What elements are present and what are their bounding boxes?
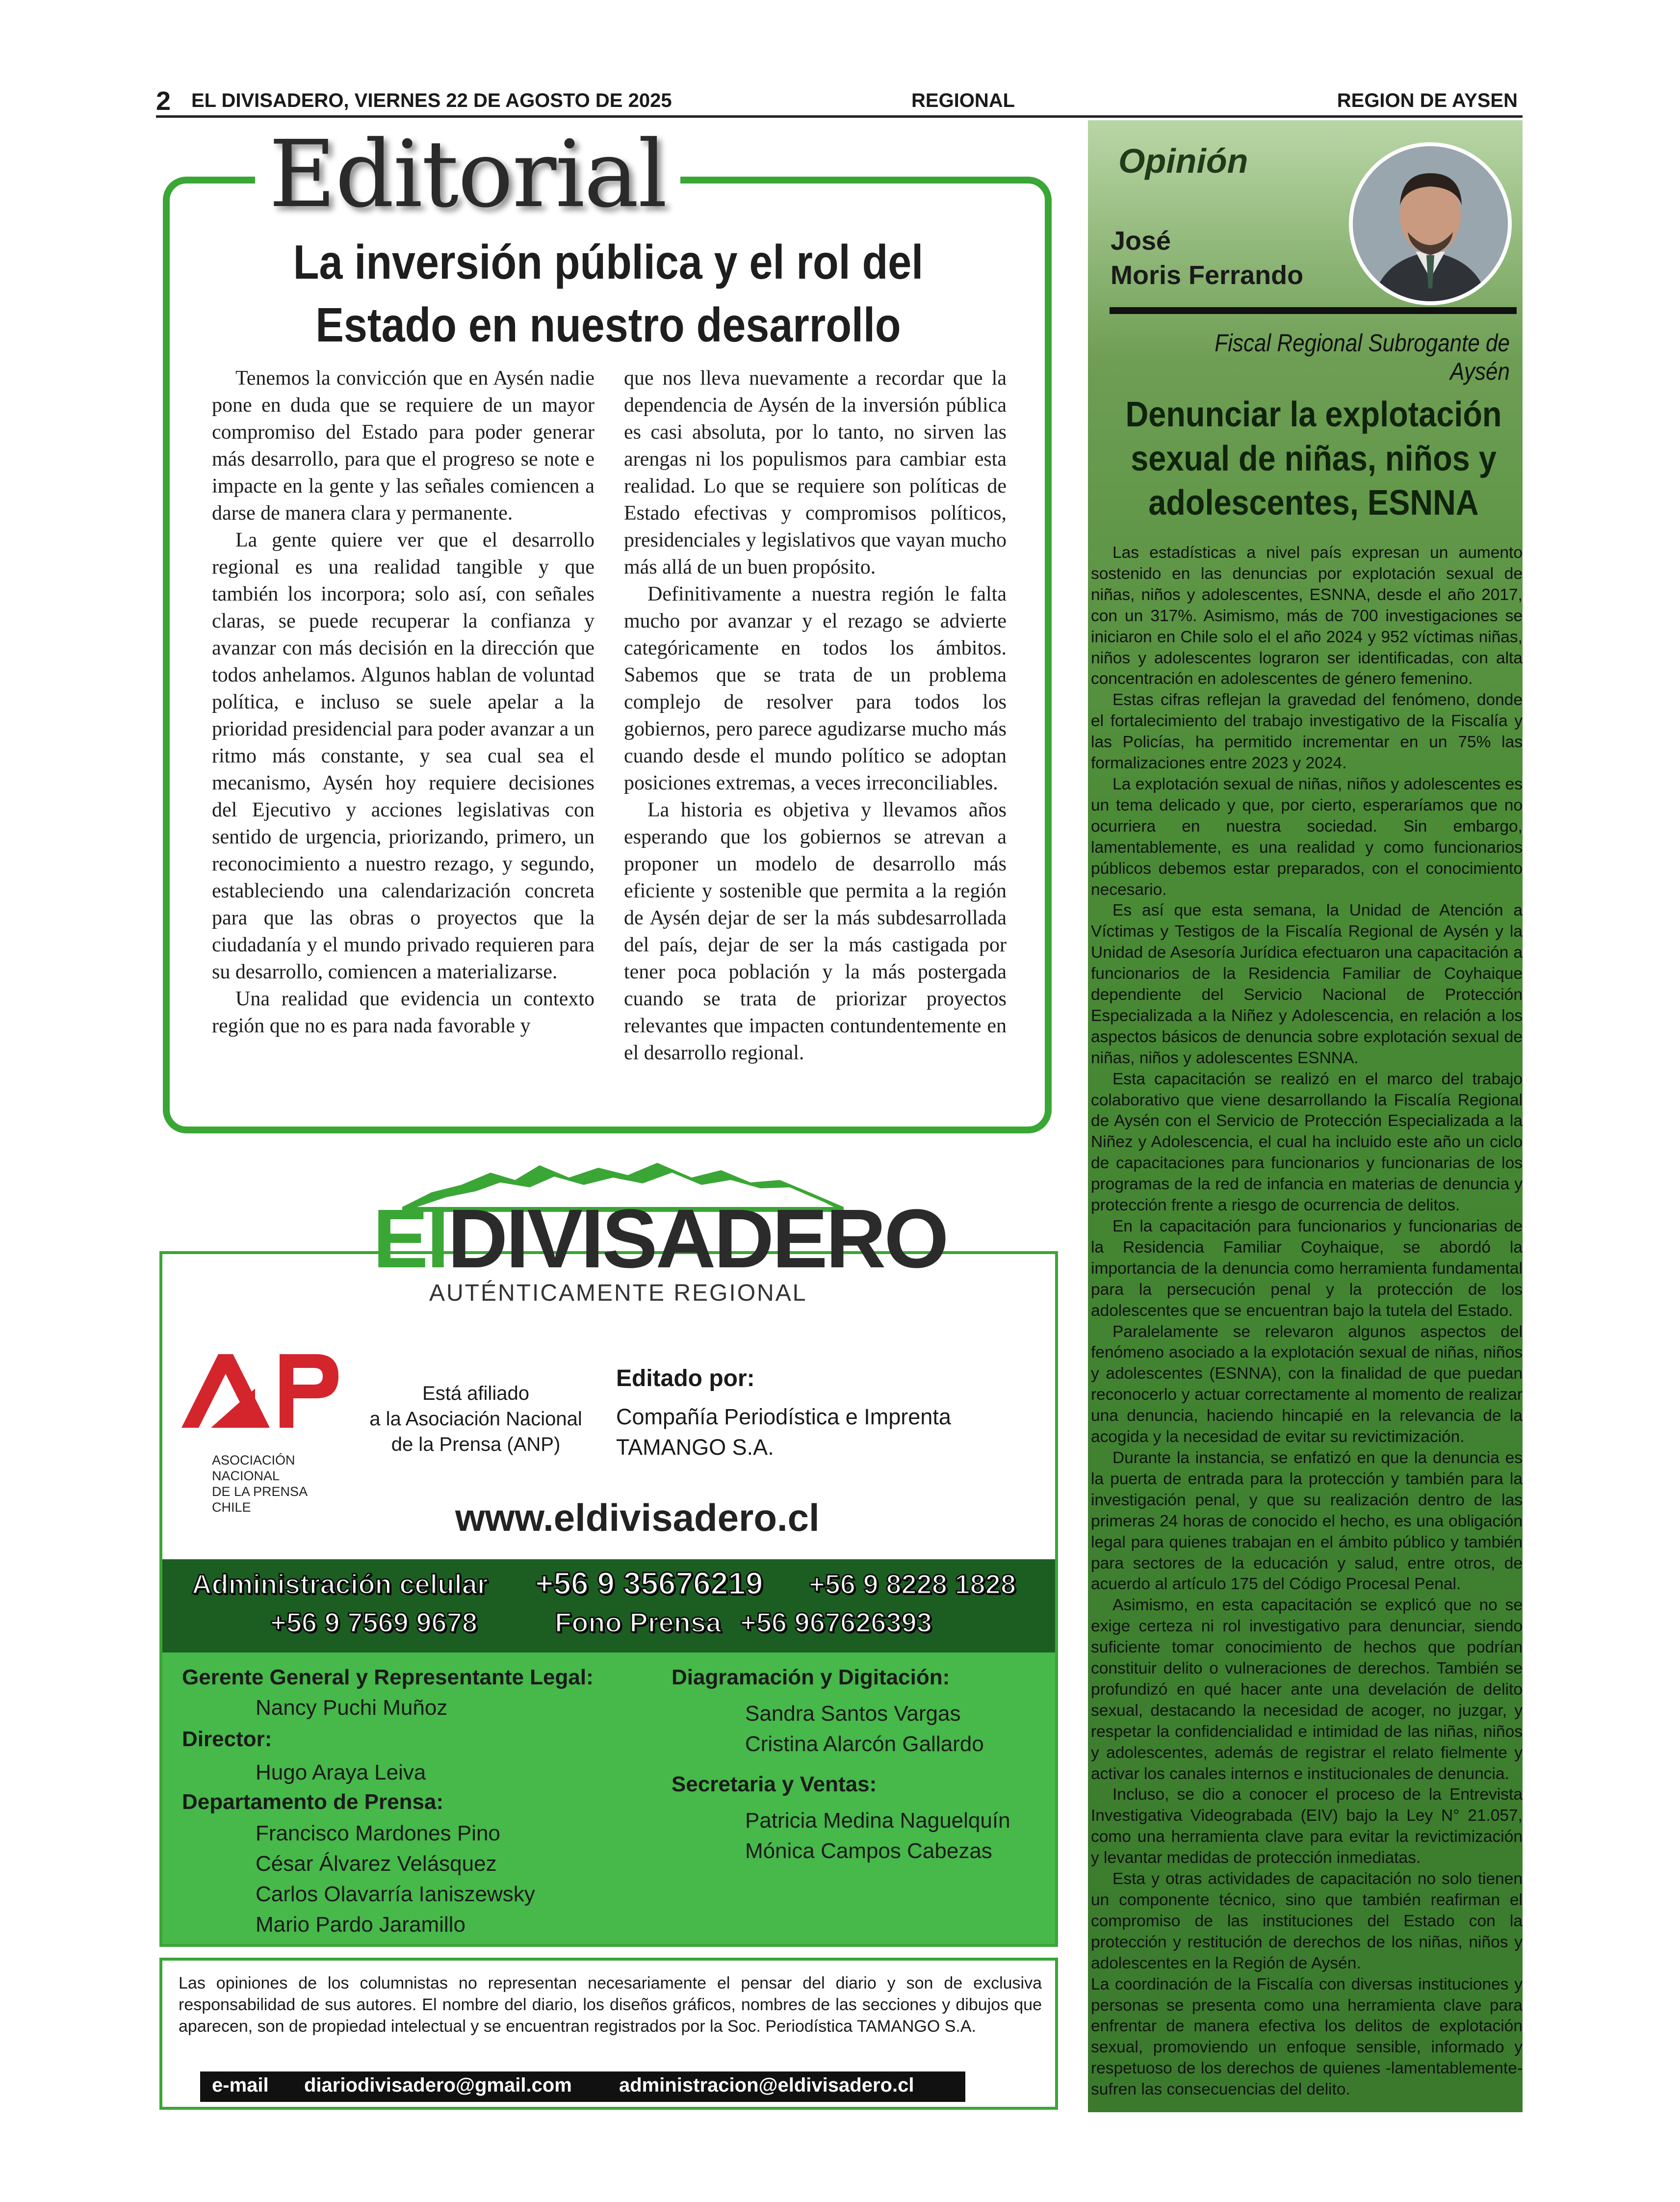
admin-label: Administración celular — [192, 1569, 488, 1599]
anp-line: DE LA PRENSA — [212, 1484, 308, 1499]
editorial-column-1 — [212, 365, 594, 1101]
opinion-label: Opinión — [1118, 142, 1248, 180]
author-portrait-icon — [1353, 146, 1508, 301]
anp-line: CHILE — [212, 1500, 251, 1515]
masthead-logo-main: DIVISADERO — [447, 1192, 947, 1285]
staff-member: Carlos Olavarría Ianiszewsky — [256, 1882, 535, 1906]
edited-by-line: Compañía Periodística e Imprenta — [616, 1404, 951, 1429]
date-line: EL DIVISADERO, VIERNES 22 DE AGOSTO DE 2025 — [191, 90, 672, 111]
editorial-paragraph: que nos lleva nuevamente a recordar que la dependencia de Aysén de la inversión pública es casi absoluta, por lo tanto, no sirven las arengas ni los populismos para cambiar esta realidad. Lo que se requiere son políticas de Estado efectivas y compromisos políticos, presidenciales y legislativos que vayan mucho más allá de un buen propósito. — [624, 367, 1007, 578]
press-phone: +56 967626393 — [740, 1607, 932, 1638]
author-first-name: José — [1111, 226, 1171, 256]
staff-member: Nancy Puchi Muñoz — [256, 1696, 448, 1720]
staff-member: Cristina Alarcón Gallardo — [745, 1732, 984, 1756]
opinion-paragraph: Paralelamente se relevaron algunos aspectos del fenómeno asociado a la explotación sexual de niñas, niños y adolescentes (ESNNA), con la finalidad de que puedan reconocerlo y actuar correctamente al momento de realizar una denuncia, haciendo hincapié en la relevancia de la acogida y la necesidad de evitar su revictimización. — [1091, 1322, 1523, 1446]
staff-heading: Departamento de Prensa: — [182, 1790, 444, 1814]
page-header — [156, 86, 1523, 118]
opinion-title-line: sexual de niñas, niños y — [1131, 439, 1497, 478]
email-link[interactable]: diariodivisadero@gmail.com — [304, 2074, 572, 2096]
opinion-body — [1091, 543, 1523, 2111]
opinion-paragraph: La explotación sexual de niñas, niños y adolescentes es un tema delicado y que, por cierto, esperaríamos que no ocurriera en nuestra sociedad. Sin embargo, lamentablemente, es una realidad y como funcionarios públicos debemos estar preparados, con el conocimiento necesario. — [1091, 775, 1523, 899]
opinion-paragraph: Asimismo, en esta capacitación se explicó que no se exige certeza ni rol investigativo para denunciar, siendo suficiente tomar conocimiento de hechos que podrían constituir delito o vulneraciones de derechos. También se profundizó en qué hacer ante una develación de delito sexual, destacando la necesidad de acoger, no juzgar, y respetar la confidencialidad e intimidad de las niñas, niños y adolescentes, además de registrar el relato fielmente y activar los canales internos e institucionales de denuncia. — [1091, 1596, 1523, 1783]
staff-heading: Diagramación y Digitación: — [672, 1665, 950, 1689]
opinion-paragraph: Estas cifras reflejan la gravedad del fenómeno, donde el fortalecimiento del trabajo investigativo de la Fiscalía y las Policías, ha permitido incrementar en un 75% las formalizaciones entre 2023 y 2024. — [1091, 691, 1523, 773]
opinion-paragraph: En la capacitación para funcionarios y funcionarias de la Residencia Familiar Coyhaique, se abordó la importancia de la denuncia como herramienta fundamental para la persecución penal y la protección de los adolescentes que se encuentran bajo la tutela del Estado. — [1091, 1217, 1523, 1320]
edited-by-label: Editado por: — [616, 1365, 755, 1391]
affiliation-note — [363, 1381, 589, 1457]
opinion-paragraph: Durante la instancia, se enfatizó en que la denuncia es la puerta de entrada para la protección y también para la investigación penal, y que su realización dentro de las primeras 24 horas de conocido el hecho, es una obligación legal para quienes trabajan en el ámbito público y también para sectores de la educación y salud, entre otros, de acuerdo al artículo 175 del Código Procesal Penal. — [1091, 1448, 1523, 1594]
staff-heading: Director: — [182, 1727, 272, 1751]
affiliation-line: Está afiliado — [422, 1383, 529, 1404]
affiliation-line: de la Prensa (ANP) — [391, 1434, 561, 1455]
author-role: Fiscal Regional Subrogante de Aysén — [1215, 329, 1510, 385]
opinion-title-line: adolescentes, ESNNA — [1148, 483, 1479, 523]
staff-heading: Secretaria y Ventas: — [672, 1772, 877, 1796]
affiliation-line: a la Asociación Nacional — [369, 1408, 582, 1430]
admin-phone: +56 9 35676219 — [535, 1566, 763, 1601]
staff-list — [162, 1652, 1055, 1944]
author-last-name: Moris Ferrando — [1111, 261, 1304, 290]
press-label: Fono Prensa — [555, 1607, 722, 1638]
editorial-paragraph: Una realidad que evidencia un contexto región que no es para nada favorable y — [212, 988, 594, 1037]
anp-logo-icon — [177, 1354, 338, 1428]
masthead-logo — [373, 1192, 947, 1285]
author-photo — [1349, 142, 1512, 305]
staff-heading: Gerente General y Representante Legal: — [182, 1665, 594, 1689]
opinion-title-line: Denunciar la explotación — [1125, 395, 1502, 434]
opinion-paragraph: Esta y otras actividades de capacitación no solo tienen un componente técnico, sino que también reafirman el compromiso de las instituciones del Estado con la protección y restitución de derechos de los niñas, niños y adolescentes en la Región de Aysén. — [1091, 1870, 1523, 1972]
editorial-title-line: La inversión pública y el rol del — [293, 235, 924, 289]
staff-member: Mario Pardo Jaramillo — [256, 1913, 465, 1937]
staff-member: César Álvarez Velásquez — [256, 1852, 497, 1876]
editorial-title — [246, 231, 971, 356]
email-link[interactable]: administracion@eldivisadero.cl — [619, 2074, 914, 2096]
anp-line: NACIONAL — [212, 1468, 280, 1483]
editorial-paragraph: La gente quiere ver que el desarrollo regional es una realidad tangible y que también los incorpora; solo así, con señales claras, se puede recuperar la confianza y avanzar con más decisión en la dirección que todos anhelamos. Algunos hablan de voluntad política, e incluso se suele apelar a la prioridad presidencial para poder avanzar a un ritmo más constante, y sea cual sea el mecanismo, Aysén hoy requiere decisiones del Ejecutivo y acciones legislativas con sentido de urgencia, priorizando, primero, un reconocimiento a nuestro rezago, y segundo, estableciendo una calendarización concreta para que las obras o proyectos que la ciudadanía y el mundo privado requieren para su desarrollo, comiencen a materializarse. — [212, 529, 594, 983]
editorial-label: Editorial — [255, 121, 680, 228]
opinion-paragraph: La coordinación de la Fiscalía con diversas instituciones y personas se presenta como una herramienta clave para enfrentar de manera efectiva los delitos de explotación sexual, promoviendo un enfoque sensible, informado y respetuoso de los derechos de quienes -lamentablemente- sufren las consecuencias del delito. — [1091, 1975, 1523, 2099]
edited-by-line: TAMANGO S.A. — [616, 1435, 774, 1460]
masthead-logo-prefix: El — [373, 1192, 448, 1285]
editorial-column-2 — [624, 365, 1007, 1101]
admin-phone: +56 9 7569 9678 — [270, 1607, 477, 1638]
staff-member: Francisco Mardones Pino — [256, 1821, 500, 1845]
opinion-paragraph: Es así que esta semana, la Unidad de Atención a Víctimas y Testigos de la Fiscalía Regional de Aysén y la Unidad de Asesoría Jurídica efectuaron una capacitación a funcionarios de la Residencia Familiar de Coyhaique dependiente del Servicio Nacional de Protección Especializada a la Niñez y Adolescencia, en relación a los aspectos básicos de denuncia sobre explotación sexual de niñas, niños y adolescentes ESNNA. — [1091, 901, 1523, 1067]
region-name: REGION DE AYSEN — [1337, 90, 1518, 111]
opinion-paragraph: Esta capacitación se realizó en el marco del trabajo colaborativo que viene desarrollando la Fiscalía Regional de Aysén con el Servicio de Protección Especializada a la Niñez y Adolescencia, el cual ha incluido este año un ciclo de capacitaciones para funcionarios y funcionarias de los programas de la red de infancia en materias de denuncia y protección frente a riesgo de ocurrencia de delitos. — [1091, 1070, 1523, 1215]
email-label: e-mail — [212, 2074, 269, 2096]
admin-phone: +56 9 8228 1828 — [809, 1569, 1016, 1599]
website-link[interactable]: www.eldivisadero.cl — [455, 1496, 820, 1539]
staff-member: Hugo Araya Leiva — [256, 1760, 426, 1784]
anp-line: ASOCIACIÓN — [212, 1453, 295, 1468]
opinion-divider — [1110, 307, 1517, 314]
opinion-paragraph: Incluso, se dio a conocer el proceso de la Entrevista Investigativa Videograbada (EIV) bajo la Ley N° 21.057, como una herramienta clave para evitar la revictimización y levantar medidas de protección inmediatas. — [1091, 1785, 1523, 1867]
editorial-paragraph: La historia es objetiva y llevamos años esperando que los gobiernos se atrevan a proponer un modelo de desarrollo más eficiente y sostenible que permita a la región de Aysén dejar de ser la más subdesarrollada del país, dejar de ser la más castigada por tener poca población y la más postergada cuando se trata de priorizar proyectos relevantes que impacten contundentemente en el desarrollo regional. — [624, 799, 1007, 1064]
section-name: REGIONAL — [911, 90, 1015, 111]
staff-member: Sandra Santos Vargas — [745, 1702, 961, 1726]
staff-member: Patricia Medina Naguelquín — [745, 1809, 1010, 1833]
editorial-paragraph: Tenemos la convicción que en Aysén nadie pone en duda que se requiere de un mayor compromiso del Estado para poder generar más desarrollo, para que el progreso se note e impacte en la gente y las señales comiencen a darse de manera clara y permanente. — [212, 367, 594, 524]
disclaimer-text: Las opiniones de los columnistas no representan necesariamente el pensar del diario y son de exclusiva responsabilidad de sus autores. El nombre del diario, los diseños gráficos, nombres de las secciones y dibujos que aparecen, son de propiedad intelectual y se encuentran registrados por la Soc. Periodística TAMANGO S.A. — [179, 1974, 1042, 2036]
masthead-tagline: AUTÉNTICAMENTE REGIONAL — [429, 1280, 807, 1306]
editorial-paragraph: Definitivamente a nuestra región le falta mucho por avanzar y el rezago se advierte categóricamente en todos los ámbitos. Sabemos que se trata de un problema complejo de resolver para todos los gobiernos, pero parece agudizarse mucho más cuando desde el mundo político se adoptan posiciones extremas, a veces irreconciliables. — [624, 583, 1007, 794]
anp-logo-text — [212, 1452, 308, 1515]
staff-member: Mónica Campos Cabezas — [745, 1839, 992, 1863]
page-number: 2 — [156, 86, 171, 116]
opinion-paragraph: Las estadísticas a nivel país expresan un aumento sostenido en las denuncias por explotación sexual de niñas, niños y adolescentes, ESNNA, desde el año 2017, con un 317%. Asimismo, más de 700 investigaciones se iniciaron en Chile solo el el año 2024 y 952 víctimas niñas, niños y adolescentes lograron ser identificadas, con alta concentración en adolescentes de género femenino. — [1091, 544, 1523, 688]
contact-band — [162, 1559, 1055, 1652]
opinion-title — [1125, 393, 1502, 525]
editorial-title-line: Estado en nuestro desarrollo — [315, 298, 901, 352]
